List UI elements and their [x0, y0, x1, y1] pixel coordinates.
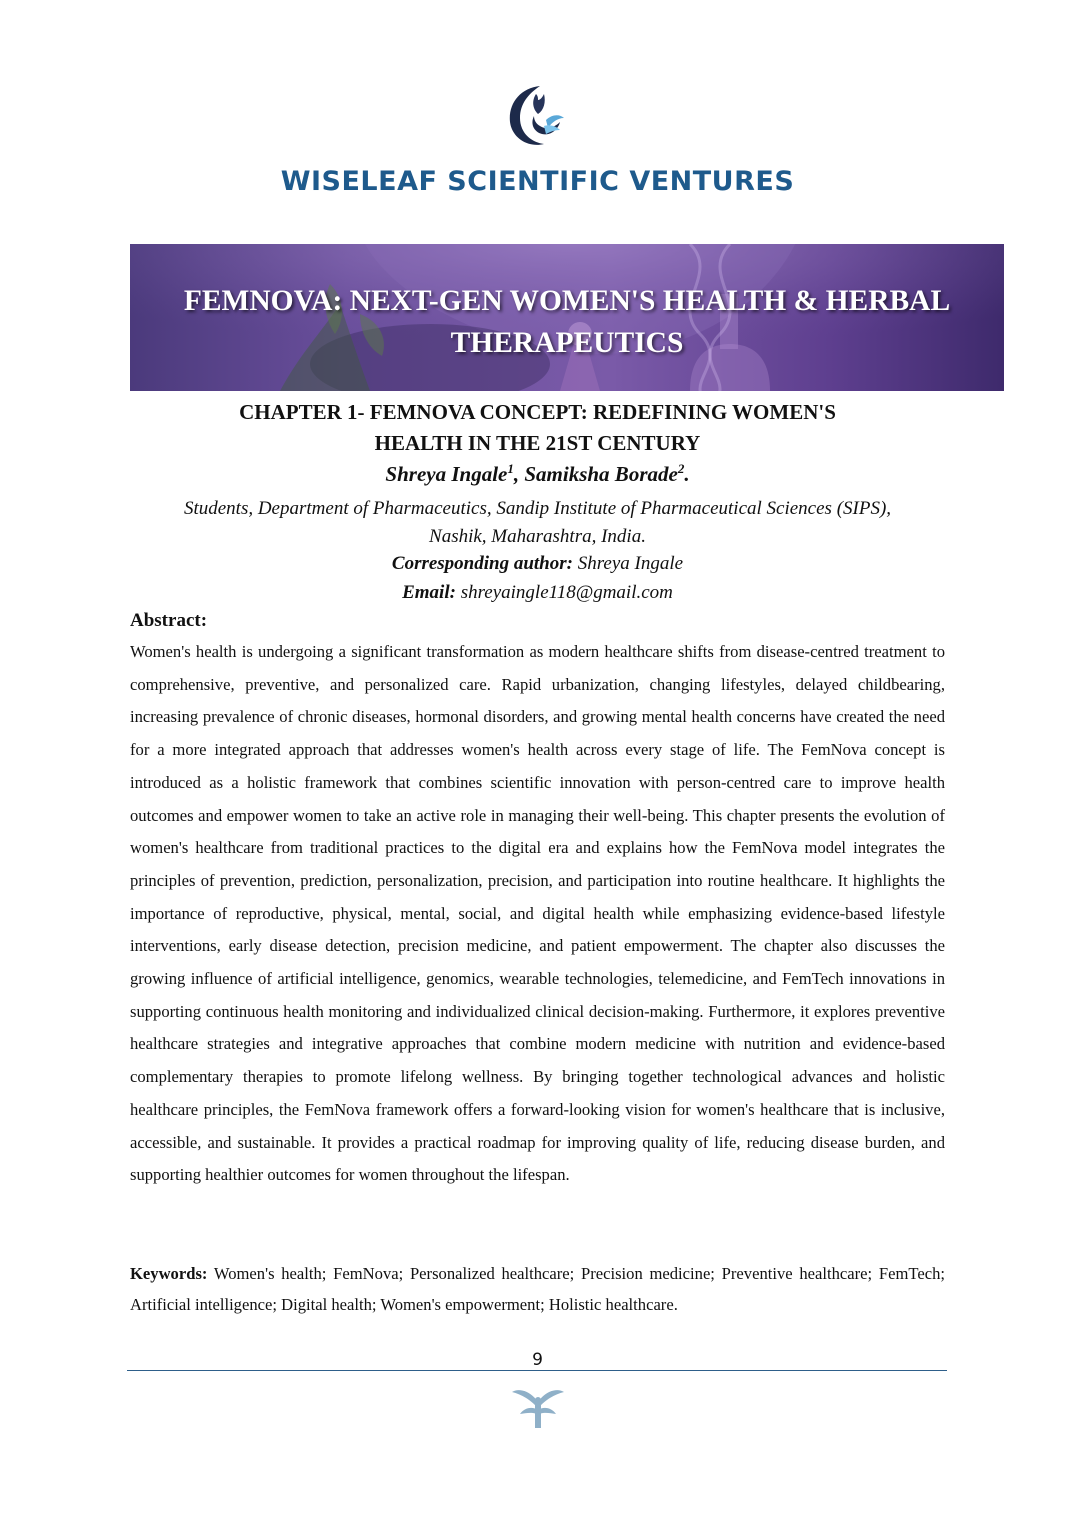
- corresponding-author: [0, 553, 1075, 575]
- authors: [0, 461, 1075, 487]
- abstract-heading: Abstract:: [130, 610, 208, 631]
- affiliation-line-2: Nashik, Maharashtra, India.: [429, 526, 646, 547]
- author-end: .: [684, 462, 690, 486]
- chapter-title-line-1: CHAPTER 1- FEMNOVA CONCEPT: REDEFINING WOMEN'S: [239, 400, 836, 424]
- page-number: 9: [532, 1350, 543, 1370]
- chapter-title: [130, 397, 945, 459]
- footer-divider: [127, 1370, 947, 1371]
- email-address: shreyaingle118@gmail.com: [455, 582, 673, 603]
- book-title: [130, 280, 1004, 364]
- keywords-label: Keywords:: [130, 1264, 208, 1283]
- corresponding-author-label: Corresponding author:: [391, 553, 573, 574]
- book-title-line-1: FEMNOVA: NEXT-GEN WOMEN'S HEALTH & HERBAL: [183, 285, 951, 317]
- leaf-sprout-icon: [510, 1384, 566, 1428]
- publisher-name: WISELEAF SCIENTIFIC VENTURES: [280, 166, 795, 197]
- author-2: Samiksha Borade: [524, 462, 678, 486]
- author-1-affiliation-mark: 1: [507, 461, 514, 476]
- wiseleaf-logo-icon: [500, 80, 572, 152]
- email-line: [0, 582, 1075, 604]
- corresponding-author-name: Shreya Ingale: [572, 553, 684, 574]
- author-separator: ,: [513, 462, 525, 486]
- affiliation-line-1: Students, Department of Pharmaceutics, Sandip Institute of Pharmaceutical Sciences (SIPS),: [183, 498, 892, 519]
- book-title-banner: [130, 244, 1004, 391]
- affiliation: [130, 495, 945, 551]
- abstract-text: Women's health is undergoing a significant transformation as modern healthcare shifts from disease-centred treatment to comprehensive, preventive, and personalized care. Rapid urbanization, changing lifestyles, delayed childbearing, increasing prevalence of chronic diseases, hormonal disorders, and growing mental health concerns have created the need for a more integrated approach that addresses women's health across every stage of life. The FemNova concept is introduced as a holistic framework that combines scientific innovation with person-centred care to improve health outcomes and empower women to take an active role in managing their well-being. This chapter presents the evolution of women's healthcare from traditional practices to the digital era and explains how the FemNova model integrates the principles of prevention, prediction, personalization, precision, and participation into routine healthcare. It highlights the importance of reproductive, physical, mental, social, and digital health while emphasizing evidence-based lifestyle interventions, early disease detection, precision medicine, and patient empowerment. The chapter also discusses the growing influence of artificial intelligence, genomics, wearable technologies, telemedicine, and FemTech innovations in supporting continuous health monitoring and individualized clinical decision-making. Furthermore, it explores preventive healthcare strategies and integrative approaches that combine modern medicine with nutrition and evidence-based complementary therapies to promote lifelong wellness. By bringing together technological advances and holistic healthcare principles, the FemNova framework offers a forward-looking vision for women's healthcare that is inclusive, accessible, and sustainable. It provides a practical roadmap for improving quality of life, reducing disease burden, and supporting healthier outcomes for women throughout the lifespan.: [130, 642, 945, 1185]
- email-label: Email:: [402, 582, 456, 603]
- keywords-text: Women's health; FemNova; Personalized healthcare; Precision medicine; Preventive healthcare; FemTech; Artificial intelligence; Digital health; Women's empowerment; Holistic healthcare.: [130, 1264, 945, 1314]
- author-1: Shreya Ingale: [385, 462, 508, 486]
- book-title-line-2: THERAPEUTICS: [450, 327, 684, 359]
- chapter-title-line-2: HEALTH IN THE 21ST CENTURY: [374, 431, 701, 455]
- author-2-affiliation-mark: 2: [677, 461, 685, 476]
- keywords: [130, 1258, 945, 1320]
